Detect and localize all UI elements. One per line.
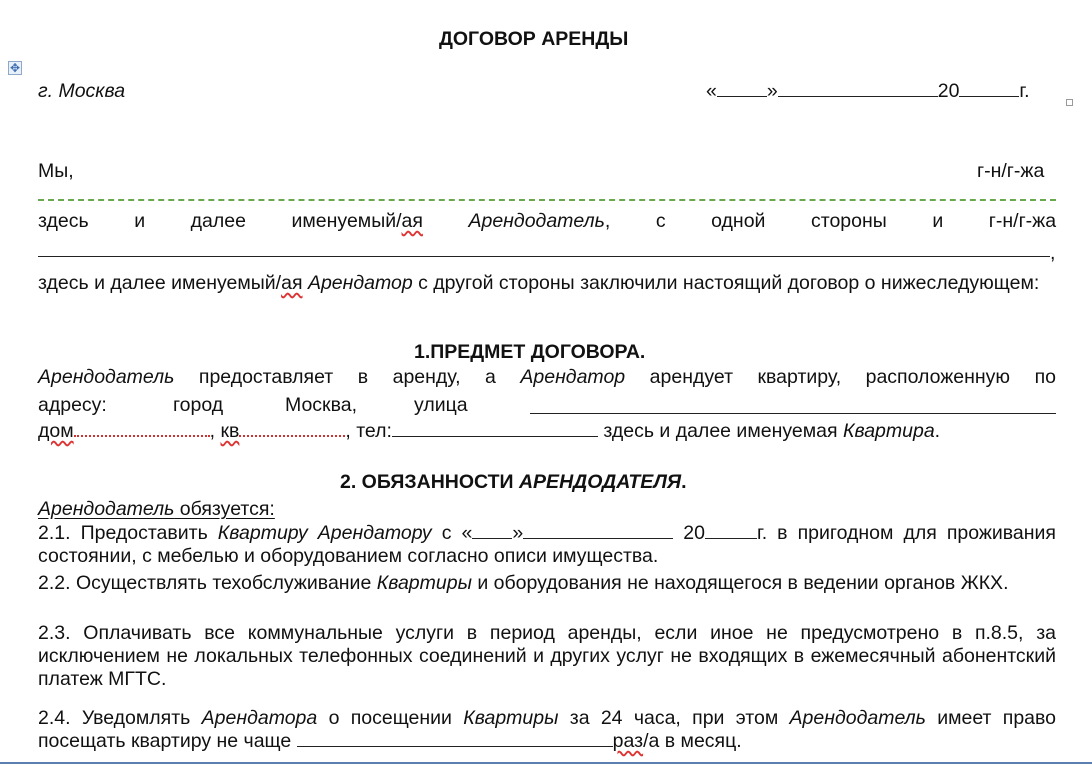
- year-blank[interactable]: [959, 81, 1019, 97]
- landlord-term: Арендодатель: [468, 210, 605, 232]
- comma: ,: [604, 210, 611, 232]
- comma-end: ,: [1050, 242, 1056, 264]
- date-close-quote: »: [766, 80, 778, 102]
- name-blank-1[interactable]: [38, 199, 1056, 201]
- date-month-blank[interactable]: [778, 81, 938, 97]
- section-1-line-1: [38, 366, 1056, 388]
- parties-line-3: [38, 272, 1056, 295]
- year-blank-2[interactable]: [705, 523, 757, 539]
- word: именуемый/: [291, 210, 402, 232]
- mr-mrs-label-1: г-н/г-жа: [977, 160, 1045, 182]
- date-open-quote: «: [706, 80, 717, 102]
- tenant-term: Арендатор: [520, 366, 626, 388]
- text: арендует квартиру, расположенную по: [625, 366, 1056, 388]
- text: здесь и далее именуемый/: [38, 272, 282, 294]
- text: г. в пригодном для проживания состоянии, с мебелью и оборудованием согласно описи имущества.: [38, 522, 1056, 567]
- text: /а в месяц.: [643, 730, 742, 752]
- date-line: [706, 80, 1030, 102]
- frequency-blank[interactable]: [297, 731, 613, 747]
- date-day-blank[interactable]: [717, 81, 767, 97]
- house-label: дом: [38, 420, 74, 442]
- section-2-heading: [340, 471, 687, 493]
- item-2-2: [38, 572, 1056, 595]
- text: за 24 часа, при этом: [558, 707, 790, 729]
- mr-mrs-label-2: г-н/г-жа: [988, 210, 1057, 232]
- text: Квартиры: [463, 707, 559, 729]
- word: Москва,: [285, 394, 357, 416]
- text: о посещении: [317, 707, 464, 729]
- month-blank[interactable]: [523, 523, 673, 539]
- word: с: [655, 210, 666, 232]
- text: Квартиру Арендатору: [217, 522, 432, 544]
- apartment-blank[interactable]: [239, 420, 345, 437]
- phone-blank[interactable]: [392, 421, 598, 437]
- text: обязуется:: [174, 498, 275, 520]
- word: адресу:: [38, 394, 107, 416]
- landlord-term: Арендодатель: [38, 498, 175, 520]
- city-text: г. Москва: [38, 80, 126, 102]
- table-move-handle-icon[interactable]: ✥: [9, 61, 21, 75]
- parties-line-2: [38, 210, 1056, 232]
- text: 20: [673, 522, 705, 544]
- text: с другой стороны заключили настоящий договор о нижеследующем:: [412, 272, 1040, 294]
- text: 2.2. Осуществлять техобслуживание: [38, 572, 377, 594]
- table-resize-handle-icon[interactable]: [1066, 99, 1073, 106]
- house-blank[interactable]: [74, 420, 210, 437]
- word: стороны: [810, 210, 887, 232]
- page-bottom-border: [0, 762, 1092, 764]
- text: 2.1. Предоставить: [38, 522, 218, 544]
- landlord-term: Арендодатель: [38, 366, 175, 388]
- phone-label: , тел:: [345, 420, 392, 442]
- spell-flagged-word[interactable]: раз: [612, 730, 644, 752]
- word-named: [292, 210, 423, 232]
- name-blank-2[interactable]: [38, 256, 1050, 257]
- text: Квартиры: [376, 572, 472, 594]
- year-suffix: г.: [1019, 80, 1030, 102]
- word: улица: [414, 394, 468, 416]
- word: здесь: [38, 210, 89, 232]
- section-2-intro: [38, 498, 275, 520]
- word: одной: [711, 210, 766, 232]
- year-prefix: 20: [937, 80, 960, 102]
- street-blank[interactable]: [530, 413, 1056, 414]
- section-1-line-3: дом , кв , тел: здесь и далее именуемая Квартира.: [38, 420, 941, 442]
- document-title: ДОГОВОР АРЕНДЫ: [439, 28, 629, 50]
- section-1-heading: 1.ПРЕДМЕТ ДОГОВОРА.: [414, 341, 646, 363]
- text: АРЕНДОДАТЕЛЯ: [518, 471, 682, 493]
- text: 2. ОБЯЗАННОСТИ: [340, 471, 519, 493]
- text: Арендатора: [201, 707, 318, 729]
- text: Арендодатель: [789, 707, 926, 729]
- text: .: [934, 420, 941, 442]
- spell-flagged-word[interactable]: ая: [401, 210, 423, 232]
- tenant-term: Арендатор: [307, 272, 413, 294]
- day-blank[interactable]: [472, 523, 512, 539]
- apartment-term: Квартира: [842, 420, 935, 442]
- spell-flagged-word[interactable]: ая: [281, 272, 303, 294]
- word: город: [173, 394, 224, 416]
- text: »: [512, 522, 524, 544]
- text: предоставляет в аренду, а: [174, 366, 521, 388]
- word: и: [932, 210, 944, 232]
- text: здесь и далее именуемая: [597, 420, 843, 442]
- word: и: [134, 210, 146, 232]
- text: и оборудования не находящегося в ведении органов ЖКХ.: [471, 572, 1009, 594]
- we-text: Мы,: [38, 160, 74, 182]
- item-2-3: 2.3. Оплачивать все коммунальные услуги в период аренды, если иное не предусмотрено в п.8.5, за исключением не локальных телефонных соединений и других услуг не входящих в ежемесячный абонентский платеж МГТС.: [38, 622, 1056, 690]
- item-2-4: [38, 707, 1056, 753]
- text: 2.4. Уведомлять: [38, 707, 202, 729]
- item-2-1: [38, 522, 1056, 568]
- word: далее: [190, 210, 246, 232]
- text: имеет право посещать квартиру не чаще: [38, 707, 1057, 752]
- text: с «: [431, 522, 473, 544]
- text: .: [681, 471, 687, 493]
- apartment-label: кв: [220, 420, 240, 442]
